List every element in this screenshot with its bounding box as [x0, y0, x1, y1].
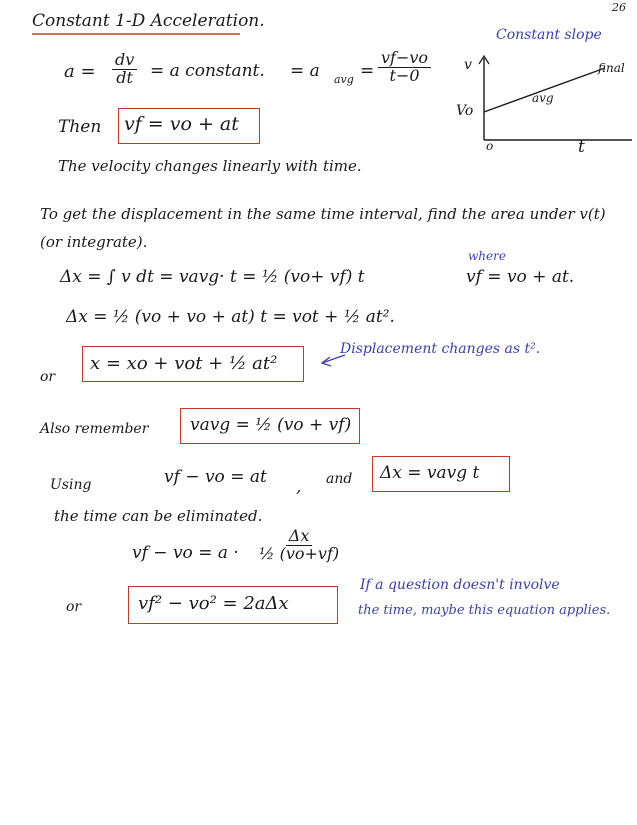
graph-velocity-line — [484, 68, 605, 112]
fraction-numerator: vf−vo — [378, 50, 431, 68]
final-note-line2: the time, maybe this equation applies. — [358, 603, 611, 618]
vf-vo-fraction — [378, 50, 431, 85]
velocity-note: The velocity changes linearly with time. — [58, 157, 362, 175]
and-word: and — [326, 471, 353, 487]
graph-label-final: final — [598, 61, 625, 75]
elimination-fraction — [256, 528, 342, 563]
graph-label-zero: o — [486, 139, 494, 153]
displacement-intro-line1: To get the displacement in the same time interval, find the area under v(t) — [40, 205, 606, 223]
avg-velocity-equation: vavg = ½ (vo + vf) — [190, 415, 352, 435]
accel-label: a = — [64, 61, 96, 82]
page-title: Constant 1-D Acceleration. — [32, 11, 265, 31]
using-label: Using — [50, 477, 92, 493]
page-number: 26 — [612, 1, 626, 14]
position-equation: x = xo + vot + ½ at² — [90, 353, 278, 374]
final-equation: vf² − vo² = 2aΔx — [138, 593, 289, 614]
also-remember-label: Also remember — [40, 421, 149, 437]
avg-subscript: avg — [334, 73, 354, 86]
avg-accel-label: = a — [290, 61, 320, 81]
equals-sign: = — [360, 61, 375, 81]
eliminated-note: the time can be eliminated. — [54, 507, 263, 525]
using-comma: , — [296, 477, 302, 497]
where-equation: vf = vo + at. — [466, 267, 575, 287]
graph-label-v: v — [464, 57, 472, 73]
using-equation: vf − vo = at — [164, 467, 267, 487]
fraction-numerator: dv — [112, 52, 137, 70]
then-equation: vf = vo + at — [124, 113, 239, 135]
fraction-denominator: t−0 — [389, 65, 420, 85]
a-constant-text: = a constant. — [150, 61, 265, 81]
displacement-note: Displacement changes as t². — [340, 341, 541, 357]
displacement-intro-line2: (or integrate). — [40, 233, 148, 251]
dx-integral-equation: Δx = ∫ v dt = vavg· t = ½ (vo+ vf) t — [60, 267, 365, 287]
dv-dt-fraction — [112, 52, 137, 87]
final-note-line1: If a question doesn't involve — [360, 577, 560, 593]
displacement-avg-equation: Δx = vavg t — [380, 463, 480, 483]
graph-label-vo: Vo — [456, 103, 474, 119]
graph-label-constant-slope: Constant slope — [496, 27, 602, 43]
dx-expanded-equation: Δx = ½ (vo + vo + at) t = vot + ½ at². — [66, 307, 395, 327]
graph-label-t: t — [578, 137, 585, 157]
graph-label-avg: avg — [532, 91, 554, 105]
fraction-denominator: ½ (vo+vf) — [259, 543, 340, 563]
or-word-final: or — [66, 599, 82, 615]
or-word: or — [40, 369, 56, 385]
fraction-numerator: Δx — [286, 528, 313, 546]
elimination-lhs: vf − vo = a · — [132, 543, 239, 563]
fraction-denominator: dt — [116, 67, 133, 87]
where-label: where — [468, 249, 506, 263]
then-word: Then — [58, 117, 102, 137]
